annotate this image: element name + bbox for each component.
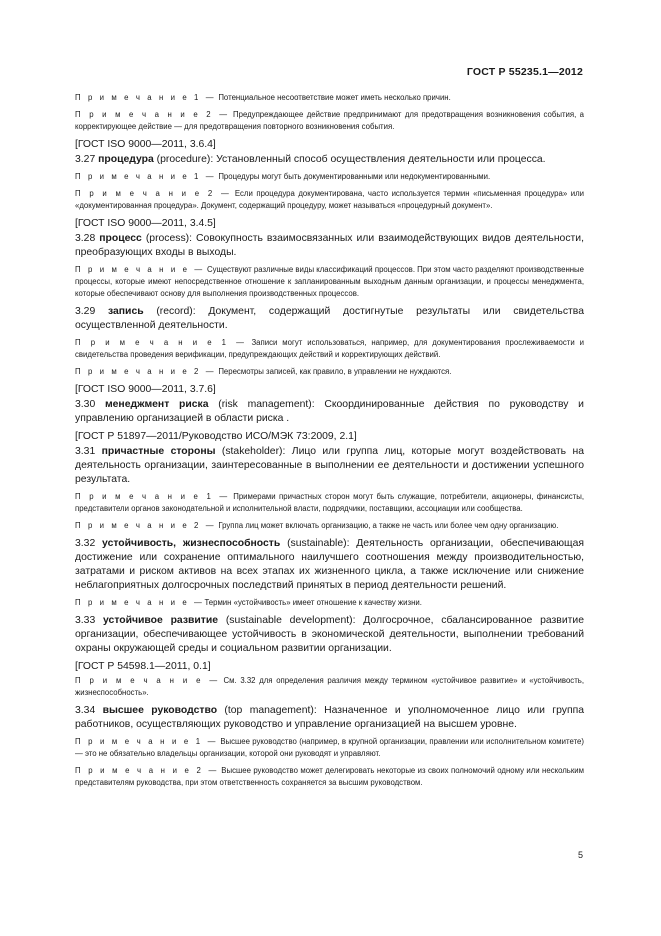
term-definition — [75, 153, 584, 167]
note-text: Записи могут использоваться, например, для документирования прослеживаемости и свидетельства проведения верификации, предупреждающих действий и корректирующих действий. — [75, 338, 584, 359]
note-label: П р и м е ч а н и е 1 — — [75, 492, 230, 501]
note-text: Существуют различные виды классификаций процессов. При этом часто разделяют производственные процессы, которые имеют непосредственное отношение к запланированным выходным данным организации, и процессы менеджмента, которые обеспечивают основу для выполнения производственных процессов. — [75, 265, 584, 298]
term-number: 3.33 — [75, 615, 104, 626]
note-paragraph — [75, 736, 584, 760]
page-number: 5 — [577, 850, 583, 860]
note-text: Высшее руководство (например, в крупной организации, правлении или исполнительном комитете) — это не обязательно владельцы организации, которой они руководят и управляют. — [75, 737, 584, 758]
term-number: 3.32 — [75, 538, 103, 549]
source-reference: [ГОСТ Р 54598.1—2011, 0.1] — [75, 661, 211, 672]
term-definition — [75, 398, 584, 426]
note-label: П р и м е ч а н и е 1 — — [75, 338, 247, 347]
term-definition — [75, 614, 584, 656]
note-label: П р и м е ч а н и е 2 — — [75, 367, 217, 376]
term-name: высшее руководство — [102, 705, 218, 716]
note-label: П р и м е ч а н и е 2 — — [75, 521, 217, 530]
note-label: П р и м е ч а н и е 2 — — [75, 766, 219, 775]
note-paragraph — [75, 92, 584, 104]
note-paragraph — [75, 675, 584, 699]
term-name: запись — [107, 306, 144, 317]
note-label: П р и м е ч а н и е — — [75, 676, 220, 685]
term-name: причастные стороны — [101, 446, 216, 457]
note-paragraph — [75, 109, 584, 133]
note-text: Если процедура документирована, часто используется термин «письменная процедура» или «документированная процедура». Документ, содержащий процедуру, может называться «процедурный документ». — [75, 189, 584, 210]
note-label: П р и м е ч а н и е — — [75, 265, 205, 274]
term-number: 3.31 — [75, 446, 102, 457]
note-text: Термин «устойчивость» имеет отношение к качеству жизни. — [204, 598, 422, 607]
term-name: процесс — [99, 233, 142, 244]
term-text: (procedure): Установленный способ осуществления деятельности или процесса. — [153, 154, 546, 165]
term-number: 3.34 — [75, 705, 103, 716]
source-reference: [ГОСТ ISO 9000—2011, 3.4.5] — [75, 218, 216, 229]
term-text: (top management): Назначенное и уполномоченное лицо или группа работников, осуществляющих руководство и управление организацией на высшем уровне. — [75, 705, 584, 730]
term-name: процедура — [98, 154, 154, 165]
term-definition — [75, 232, 584, 260]
term-definition — [75, 704, 584, 732]
note-label: П р и м е ч а н и е 1 — — [75, 93, 217, 102]
note-text: Высшее руководство может делегировать некоторые из своих полномочий одному или нескольким представителям руководства, при этом ответственность сохраняется за высшим руководством. — [75, 766, 584, 787]
note-text: Процедуры могут быть документированными или недокументированными. — [216, 172, 491, 181]
note-paragraph — [75, 765, 584, 789]
source-reference: [ГОСТ ISO 9000—2011, 3.6.4] — [75, 139, 216, 150]
note-text: Потенциальное несоответствие может иметь несколько причин. — [216, 93, 451, 102]
source-reference: [ГОСТ ISO 9000—2011, 3.7.6] — [75, 384, 216, 395]
term-number: 3.29 — [75, 306, 108, 317]
note-paragraph — [75, 264, 584, 300]
note-label: П р и м е ч а н и е — — [75, 598, 205, 607]
note-text: Предупреждающее действие предпринимают для предотвращения возникновения события, а корректирующее действие — для предотвращения повторного возникновения события. — [75, 110, 584, 131]
term-text: (process): Совокупность взаимосвязанных или взаимодействующих видов деятельности, преобразующих входы в выходы. — [75, 233, 584, 258]
note-paragraph — [75, 188, 584, 212]
note-text: Группа лиц может включать организацию, а также не часть или более чем одну организацию. — [216, 521, 559, 530]
term-definition — [75, 445, 584, 487]
note-paragraph — [75, 597, 584, 609]
note-text: Примерами причастных сторон могут быть служащие, потребители, акционеры, финансисты, представители органов законодательной и исполнительной власти, подрядчики, поставщики, ассоциации или сообщества. — [75, 492, 585, 513]
term-text: (sustainable development): Долгосрочное, сбалансированное развитие организации, обеспечивающее устойчивость в экономической деятельности, выполнении требований охраны окружающей среды и социальном развитии организации. — [75, 615, 584, 654]
note-paragraph — [75, 337, 584, 361]
note-label: П р и м е ч а н и е 1 — — [75, 172, 217, 181]
term-text: (sustainable): Деятельность организации, обеспечивающая достижение или сохранение оптимального наилучшего соотношения между производительностью, затратами и риском активов на всех этапах их жизненного цикла, а также исключение или снижение неблагоприятных долгосрочных последствий принятых в период деятельности решений. — [75, 538, 584, 591]
note-paragraph — [75, 491, 584, 515]
note-text: Пересмотры записей, как правило, в управлении не нуждаются. — [216, 367, 452, 376]
term-number: 3.30 — [75, 399, 105, 410]
term-definition — [75, 305, 584, 333]
term-text: (stakeholder): Лицо или группа лиц, которые могут воздействовать на деятельность организации, заинтересованные в выполнении ее деятельности и достижении успешного результата. — [75, 446, 584, 485]
document-body — [75, 92, 584, 794]
note-text: См. 3.32 для определения различия между термином «устойчивое развитие» и «устойчивость, жизнеспособность». — [75, 676, 585, 697]
note-paragraph — [75, 366, 584, 378]
source-reference: [ГОСТ Р 51897—2011/Руководство ИСО/МЭК 73:2009, 2.1] — [75, 431, 357, 442]
term-text: (risk management): Скоординированные действия по руководству и управлению организацией в области риска . — [75, 399, 584, 424]
document-header: ГОСТ Р 55235.1—2012 — [466, 66, 583, 78]
term-name: устойчивость, жизнеспособность — [102, 538, 281, 549]
note-label: П р и м е ч а н и е 1 — — [75, 737, 218, 746]
note-label: П р и м е ч а н и е 2 — — [75, 189, 232, 198]
term-number: 3.28 — [75, 233, 100, 244]
term-text: (record): Документ, содержащий достигнутые результаты или свидетельства осуществленной деятельности. — [75, 306, 584, 331]
note-label: П р и м е ч а н и е 2 — — [75, 110, 230, 119]
term-definition — [75, 537, 584, 593]
term-name: устойчивое развитие — [103, 615, 219, 626]
term-name: менеджмент риска — [104, 399, 209, 410]
note-paragraph — [75, 171, 584, 183]
term-number: 3.27 — [75, 154, 99, 165]
note-paragraph — [75, 520, 584, 532]
